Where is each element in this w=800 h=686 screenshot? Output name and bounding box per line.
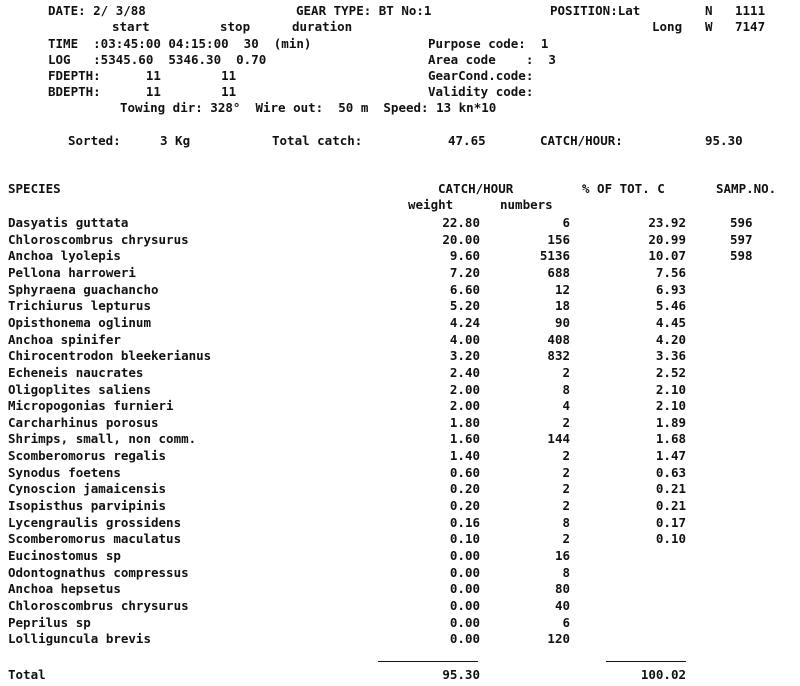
species-name: Pellona harroweri — [8, 265, 136, 280]
long-value: 7147 — [735, 19, 766, 34]
weight-cell: 4.24 — [449, 315, 480, 330]
weight-cell: 0.16 — [449, 515, 480, 530]
weight-cell: 0.00 — [449, 548, 480, 563]
numbers-cell: 40 — [554, 598, 570, 613]
col-catch-hour: CATCH/HOUR — [438, 181, 514, 196]
numbers-cell: 2 — [562, 415, 570, 430]
pct-cell: 5.46 — [655, 298, 686, 313]
lat-hemisphere: N — [705, 3, 713, 18]
pct-cell: 4.20 — [655, 332, 686, 347]
pct-cell: 0.10 — [655, 531, 686, 546]
purpose-code: Purpose code: 1 — [428, 36, 549, 51]
weight-cell: 0.00 — [449, 581, 480, 596]
gearcond-code: GearCond.code: — [428, 68, 534, 83]
species-name: Sphyraena guachancho — [8, 282, 159, 297]
species-name: Shrimps, small, non comm. — [8, 431, 197, 446]
fdepth-line: FDEPTH: 11 11 — [48, 68, 237, 83]
weight-cell: 0.00 — [449, 598, 480, 613]
species-name: Anchoa lyolepis — [8, 248, 121, 263]
weight-cell: 2.00 — [449, 398, 480, 413]
towing-line: Towing dir: 328° Wire out: 50 m Speed: 13 kn*10 — [120, 100, 497, 115]
pct-cell: 3.36 — [655, 348, 686, 363]
pct-total-rule — [606, 661, 686, 662]
area-code: Area code : 3 — [428, 52, 556, 67]
col-duration-label: duration — [292, 19, 353, 34]
numbers-cell: 6 — [562, 615, 570, 630]
numbers-cell: 5136 — [539, 248, 570, 263]
total-catch-value: 47.65 — [448, 133, 486, 148]
catch-hour-label: CATCH/HOUR: — [540, 133, 623, 148]
species-name: Trichiurus lepturus — [8, 298, 151, 313]
numbers-cell: 832 — [547, 348, 570, 363]
numbers-cell: 2 — [562, 465, 570, 480]
samp-cell: 596 — [730, 215, 753, 230]
weight-cell: 2.40 — [449, 365, 480, 380]
weight-cell: 1.40 — [449, 448, 480, 463]
species-name: Chirocentrodon bleekerianus — [8, 348, 212, 363]
col-weight: weight — [408, 197, 454, 212]
species-name: Odontognathus compressus — [8, 565, 189, 580]
long-label: Long — [652, 19, 683, 34]
pct-cell: 1.89 — [655, 415, 686, 430]
numbers-cell: 80 — [554, 581, 570, 596]
weight-cell: 2.00 — [449, 382, 480, 397]
species-name: Oligoplites saliens — [8, 382, 151, 397]
col-samp-no: SAMP.NO. — [716, 181, 777, 196]
total-pct: 100.02 — [640, 667, 686, 682]
total-label: Total — [8, 667, 46, 682]
pct-cell: 0.63 — [655, 465, 686, 480]
species-name: Dasyatis guttata — [8, 215, 129, 230]
col-species: SPECIES — [8, 181, 61, 196]
pct-cell: 0.21 — [655, 498, 686, 513]
weight-cell: 9.60 — [449, 248, 480, 263]
numbers-cell: 8 — [562, 515, 570, 530]
species-name: Chloroscombrus chrysurus — [8, 598, 189, 613]
date-label: DATE: 2/ 3/88 — [48, 3, 146, 18]
species-name: Carcharhinus porosus — [8, 415, 159, 430]
sorted-label: Sorted: — [68, 133, 121, 148]
pct-cell: 1.68 — [655, 431, 686, 446]
total-catch-label: Total catch: — [272, 133, 363, 148]
species-name: Isopisthus parvipinis — [8, 498, 167, 513]
bdepth-line: BDEPTH: 11 11 — [48, 84, 237, 99]
weight-cell: 1.80 — [449, 415, 480, 430]
time-line: TIME :03:45:00 04:15:00 30 (min) — [48, 36, 312, 51]
numbers-cell: 16 — [554, 548, 570, 563]
lat-value: 1111 — [735, 3, 766, 18]
validity-code: Validity code: — [428, 84, 534, 99]
gear-type: GEAR TYPE: BT No:1 — [296, 3, 432, 18]
weight-cell: 22.80 — [442, 215, 480, 230]
weight-total-rule — [378, 661, 478, 662]
numbers-cell: 408 — [547, 332, 570, 347]
numbers-cell: 2 — [562, 531, 570, 546]
numbers-cell: 2 — [562, 481, 570, 496]
numbers-cell: 156 — [547, 232, 570, 247]
species-name: Cynoscion jamaicensis — [8, 481, 167, 496]
species-name: Synodus foetens — [8, 465, 121, 480]
weight-cell: 6.60 — [449, 282, 480, 297]
long-hemisphere: W — [705, 19, 713, 34]
weight-cell: 5.20 — [449, 298, 480, 313]
pct-cell: 0.17 — [655, 515, 686, 530]
species-name: Peprilus sp — [8, 615, 91, 630]
species-name: Micropogonias furnieri — [8, 398, 174, 413]
weight-cell: 0.00 — [449, 631, 480, 646]
weight-cell: 0.00 — [449, 565, 480, 580]
pct-cell: 20.99 — [648, 232, 686, 247]
species-name: Eucinostomus sp — [8, 548, 121, 563]
weight-cell: 20.00 — [442, 232, 480, 247]
weight-cell: 0.20 — [449, 481, 480, 496]
col-pct-tot: % OF TOT. C — [582, 181, 665, 196]
numbers-cell: 12 — [554, 282, 570, 297]
numbers-cell: 6 — [562, 215, 570, 230]
numbers-cell: 688 — [547, 265, 570, 280]
species-name: Opisthonema oglinum — [8, 315, 151, 330]
weight-cell: 7.20 — [449, 265, 480, 280]
pct-cell: 2.10 — [655, 398, 686, 413]
species-name: Lolliguncula brevis — [8, 631, 151, 646]
numbers-cell: 90 — [554, 315, 570, 330]
weight-cell: 0.00 — [449, 615, 480, 630]
pct-cell: 4.45 — [655, 315, 686, 330]
col-stop-label: stop — [220, 19, 251, 34]
log-line: LOG :5345.60 5346.30 0.70 — [48, 52, 267, 67]
species-name: Lycengraulis grossidens — [8, 515, 182, 530]
weight-cell: 1.60 — [449, 431, 480, 446]
numbers-cell: 4 — [562, 398, 570, 413]
col-start-label: start — [112, 19, 150, 34]
numbers-cell: 120 — [547, 631, 570, 646]
pct-cell: 23.92 — [648, 215, 686, 230]
species-name: Chloroscombrus chrysurus — [8, 232, 189, 247]
species-name: Anchoa spinifer — [8, 332, 121, 347]
pct-cell: 6.93 — [655, 282, 686, 297]
pct-cell: 7.56 — [655, 265, 686, 280]
samp-cell: 598 — [730, 248, 753, 263]
numbers-cell: 144 — [547, 431, 570, 446]
pct-cell: 10.07 — [648, 248, 686, 263]
total-weight: 95.30 — [442, 667, 480, 682]
numbers-cell: 2 — [562, 365, 570, 380]
pct-cell: 2.10 — [655, 382, 686, 397]
sorted-value: 3 Kg — [160, 133, 191, 148]
pct-cell: 1.47 — [655, 448, 686, 463]
col-numbers: numbers — [500, 197, 553, 212]
samp-cell: 597 — [730, 232, 753, 247]
position-label: POSITION:Lat — [550, 3, 641, 18]
numbers-cell: 2 — [562, 498, 570, 513]
weight-cell: 4.00 — [449, 332, 480, 347]
pct-cell: 0.21 — [655, 481, 686, 496]
species-name: Anchoa hepsetus — [8, 581, 121, 596]
numbers-cell: 8 — [562, 565, 570, 580]
species-name: Scomberomorus maculatus — [8, 531, 182, 546]
species-name: Scomberomorus regalis — [8, 448, 167, 463]
weight-cell: 0.20 — [449, 498, 480, 513]
numbers-cell: 8 — [562, 382, 570, 397]
weight-cell: 3.20 — [449, 348, 480, 363]
numbers-cell: 18 — [554, 298, 570, 313]
species-name: Echeneis naucrates — [8, 365, 144, 380]
numbers-cell: 2 — [562, 448, 570, 463]
weight-cell: 0.10 — [449, 531, 480, 546]
pct-cell: 2.52 — [655, 365, 686, 380]
weight-cell: 0.60 — [449, 465, 480, 480]
catch-hour-value: 95.30 — [705, 133, 743, 148]
